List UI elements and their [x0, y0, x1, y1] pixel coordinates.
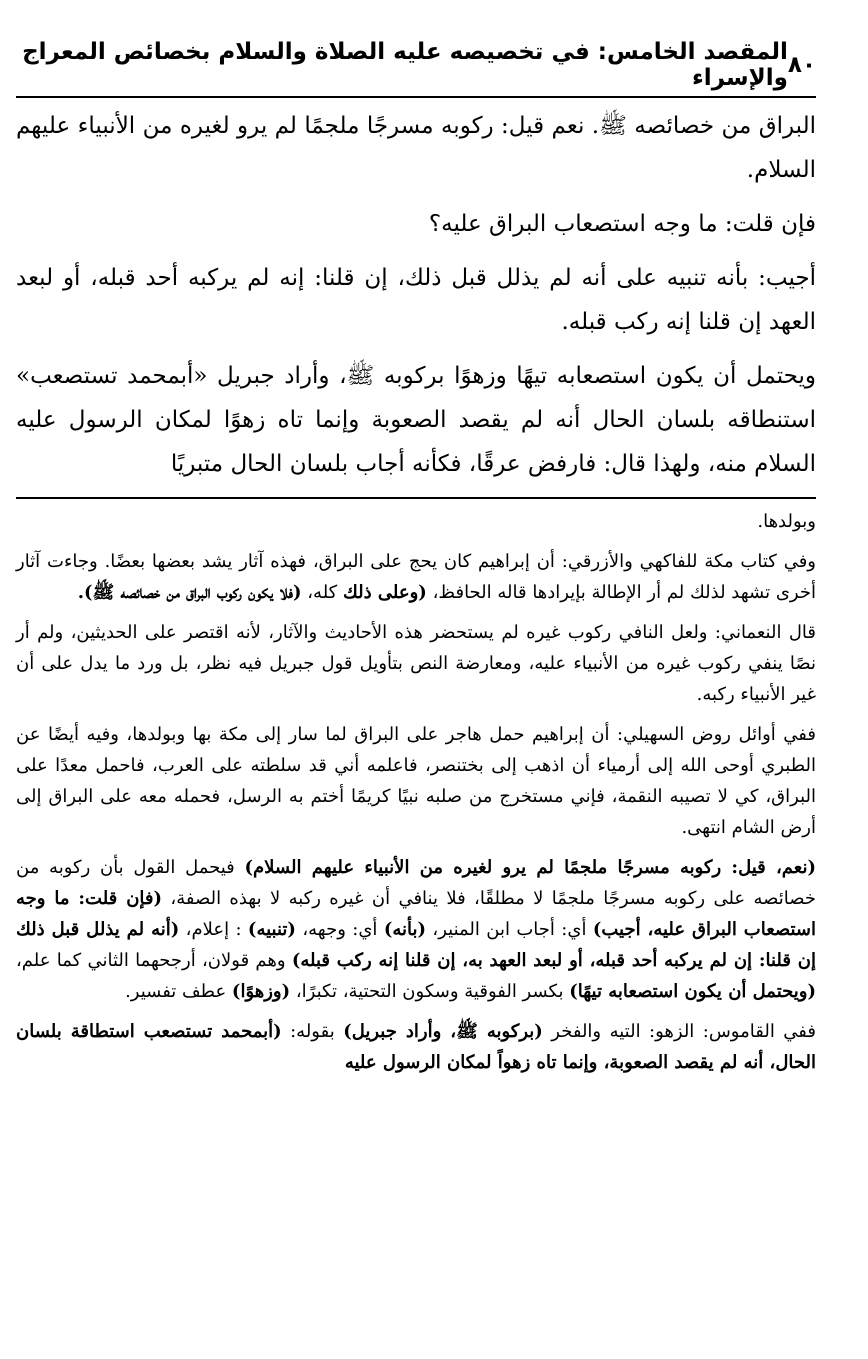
- commentary-paragraph: [16, 852, 816, 1007]
- commentary-quote: (فلا يكون ركوب البراق من خصائصه ﷺ).: [77, 582, 302, 603]
- commentary-text: كله،: [307, 582, 338, 603]
- page-number: ٨٠: [787, 52, 816, 78]
- main-paragraph: أجيب: بأنه تنبيه على أنه لم يذلل قبل ذلك، إن قلنا: إنه لم يركبه أحد قبله، أو لبعد العهد إن قلنا إنه ركب قبله.: [16, 265, 816, 335]
- commentary-text: أي: وجهه،: [302, 919, 378, 940]
- commentary-paragraph: [16, 1016, 816, 1078]
- commentary-quote: (بركوبه ﷺ، وأراد جبريل): [343, 1021, 543, 1042]
- commentary-paragraph: ففي أوائل روض السهيلي: أن إبراهيم حمل هاجر على البراق لما سار إلى مكة بها وبولدها، وفيه أيضًا عن الطبري أوحى الله إلى أرمياء أن اذهب إلى بختنصر، فاعلمه أني قد سلطته على العرب، فاحمل معدًا على البراق، كي لا تصيبه النقمة، فإني مستخرج من صلبه نبيًا كريمًا أختم به الرسل، فحمله معه على البراق إلى أرض الشام انتهى.: [16, 724, 816, 838]
- commentary-quote: (بأنه): [383, 919, 426, 940]
- commentary-text: بقوله:: [290, 1021, 335, 1042]
- page-header: [16, 40, 816, 90]
- commentary-quote: (نعم، قيل: ركوبه مسرجًا ملجمًا لم يرو لغيره من الأنبياء عليهم السلام): [244, 857, 816, 878]
- main-paragraph: فإن قلت: ما وجه استصعاب البراق عليه؟: [428, 211, 816, 237]
- commentary-text: وفي كتاب مكة للفاكهي والأزرقي: أن إبراهيم كان يحج على البراق، فهذه آثار يشد بعضها بعضًا. وجاءت آثار أخرى تشهد لذلك لم أر الإطالة بإيرادها قاله الحافظ،: [16, 551, 816, 603]
- main-body: [16, 104, 816, 496]
- commentary-quote: (وزهوًا): [231, 981, 291, 1002]
- commentary-quote: (تنبيه): [247, 919, 296, 940]
- commentary-quote: (أبمحمد تستصعب استطاقة بلسان الحال، أنه لم يقصد الصعوبة، وإنما تاه زهواً لمكان الرسول عليه: [16, 1021, 816, 1073]
- commentary-section: [16, 506, 816, 1087]
- commentary-quote: (فإن قلت: ما وجه استصعاب البراق عليه، أجيب): [16, 888, 817, 940]
- header-divider: [16, 96, 816, 98]
- commentary-text: فيحمل القول بأن ركوبه من خصائصه على ركوبه مسرجًا ملجمًا لا مطلقًا، فلا ينافي أن غيره ركبه لا بهذه الصفة،: [16, 857, 816, 909]
- commentary-text: عطف تفسير.: [125, 981, 227, 1002]
- commentary-text: ففي القاموس: الزهو: التيه والفخر: [551, 1021, 816, 1042]
- commentary-text: بكسر الفوقية وسكون التحتية، تكبرًا،: [295, 981, 564, 1002]
- main-paragraph: ويحتمل أن يكون استصعابه تيهًا وزهوًا بركوبه ﷺ، وأراد جبريل «أبمحمد تستصعب» استنطاقه بلسان الحال أنه لم يقصد الصعوبة وإنما تاه زهوًا لمكان الرسول عليه السلام منه، ولهذا قال: فارفض عرقًا، فكأنه أجاب بلسان الحال متبريًا: [16, 363, 816, 477]
- commentary-quote: (ويحتمل أن يكون استصعابه تيهًا): [569, 981, 816, 1002]
- commentary-text: : إعلام،: [185, 919, 242, 940]
- commentary-quote: (وعلى ذلك: [342, 582, 427, 603]
- commentary-paragraph: قال النعماني: ولعل النافي ركوب غيره لم يستحضر هذه الأحاديث والآثار، لأنه اقتصر على الحديثين، ولم أر نصًا ينفي ركوب غيره من الأنبياء عليه، ومعارضة النص بتأويل قول جبريل فيه نظر، بل ورد ما يدل على أن غير الأنبياء ركبه.: [16, 622, 816, 705]
- commentary-paragraph: وبولدها.: [757, 511, 816, 532]
- main-paragraph: البراق من خصائصه ﷺ. نعم قيل: ركوبه مسرجًا ملجمًا لم يرو لغيره من الأنبياء عليهم السلام.: [16, 113, 816, 183]
- footnote-divider: [16, 497, 816, 499]
- commentary-quote: (أنه لم يذلل قبل ذلك إن قلنا: إن لم يركبه أحد قبله، أو لبعد العهد به، إن قلنا إنه ركب قبله): [16, 919, 816, 971]
- commentary-paragraph: [16, 546, 816, 608]
- commentary-text: وهم قولان، أرجحهما الثاني كما علم،: [16, 950, 286, 971]
- commentary-text: أي: أجاب ابن المنير،: [432, 919, 587, 940]
- running-title: المقصد الخامس: في تخصيصه عليه الصلاة والسلام بخصائص المعراج والإسراء: [22, 39, 788, 91]
